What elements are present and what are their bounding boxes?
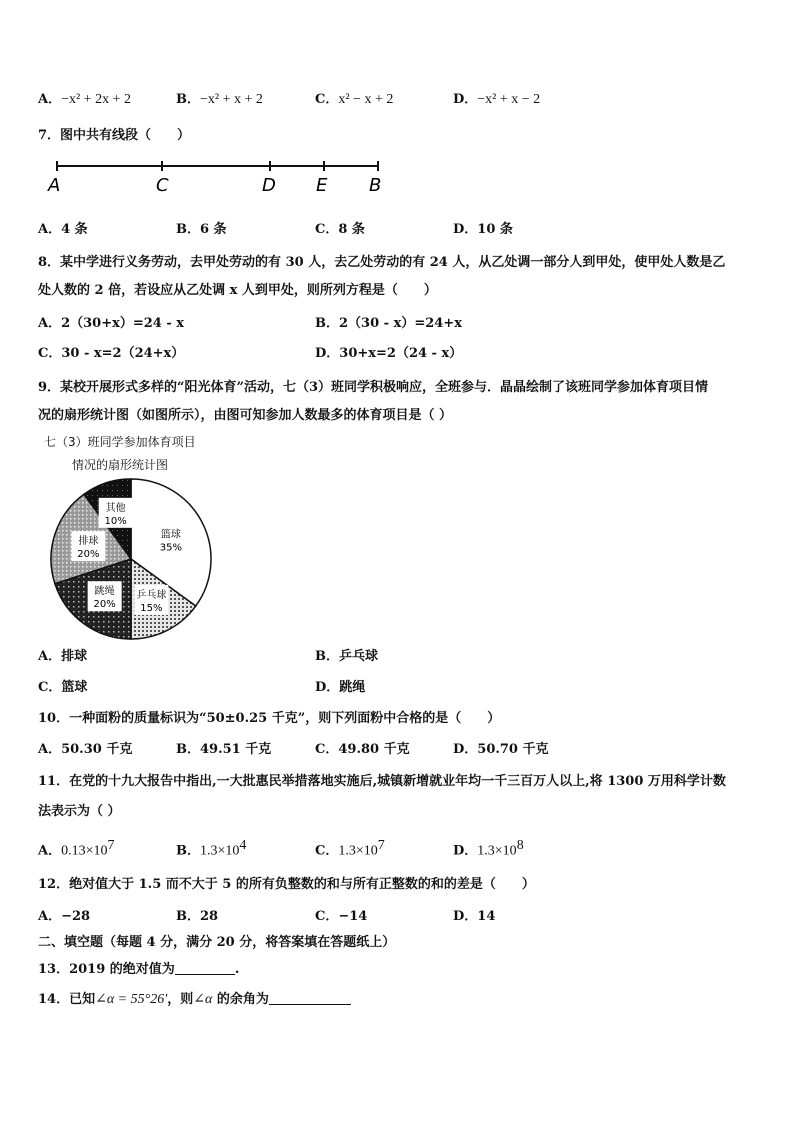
pie-label-name-pingpong: 乒乓球 xyxy=(136,589,167,601)
q10-option-d[interactable]: D．50.70 千克 xyxy=(453,742,549,757)
q10-stem: 10．一种面粉的质量标识为“50±0.25 千克”，则下列面粉中合格的是（ ） xyxy=(38,711,501,726)
q7-option-d[interactable]: D．10 条 xyxy=(453,222,513,237)
chart-title-line1: 七（3）班同学参加体育项目 xyxy=(44,435,196,449)
pie-label-value-other: 10% xyxy=(104,515,127,527)
q8-option-d[interactable]: D．30+x=2（24 - x） xyxy=(315,346,463,361)
q12-option-c[interactable]: C．−14 xyxy=(315,909,368,924)
point-label-d: D xyxy=(262,175,276,196)
q6-option-d[interactable]: D．−x² + x − 2 xyxy=(453,92,541,107)
q7-line-diagram xyxy=(40,156,400,196)
q12-stem: 12．绝对值大于 1.5 而不大于 5 的所有负整数的和与所有正整数的和的差是（ ） xyxy=(38,877,535,892)
point-label-b: B xyxy=(369,175,382,196)
point-label-e: E xyxy=(316,175,328,196)
pie-label-name-other: 其他 xyxy=(105,502,126,514)
point-label-a: A xyxy=(48,175,61,196)
q6-option-b[interactable]: B．−x² + x + 2 xyxy=(176,92,263,107)
q13-answer-blank[interactable] xyxy=(175,962,235,975)
pie-label-name-volleyball: 排球 xyxy=(78,536,99,548)
pie-label-value-pingpong: 15% xyxy=(140,602,163,614)
q9-stem-line2: 况的扇形统计图（如图所示），由图可知参加人数最多的体育项目是（ ） xyxy=(38,408,453,423)
q14-angle: ∠α = 55°26′ xyxy=(95,992,168,1007)
pie-label-name-rope: 跳绳 xyxy=(94,586,115,598)
q14-answer-blank[interactable] xyxy=(269,992,351,1005)
q9-option-d[interactable]: D．跳绳 xyxy=(315,680,366,695)
q11-option-d[interactable]: D．$1.3\times 10^8$ xyxy=(453,838,524,859)
q13-tail: . xyxy=(234,962,240,977)
section-heading-fill-in: 二、填空题（每题 4 分，满分 20 分，将答案填在答题纸上） xyxy=(38,935,396,950)
point-label-c: C xyxy=(156,175,169,196)
q14-stem-pre: 14．已知 xyxy=(38,992,96,1007)
q12-option-d[interactable]: D．14 xyxy=(453,909,496,924)
pie-label-value-basketball: 35% xyxy=(159,542,183,554)
q7-option-a[interactable]: A．4 条 xyxy=(38,222,88,237)
q6-option-a[interactable]: A．−x² + 2x + 2 xyxy=(38,92,131,107)
q7-option-c[interactable]: C．8 条 xyxy=(315,222,365,237)
q10-option-b[interactable]: B．49.51 千克 xyxy=(176,742,272,757)
q10-option-c[interactable]: C．49.80 千克 xyxy=(315,742,410,757)
q10-option-a[interactable]: A．50.30 千克 xyxy=(38,742,133,757)
q8-stem-line1: 8．某中学进行义务劳动，去甲处劳动的有 30 人，去乙处劳动的有 24 人，从乙处调一部分人到甲处，使甲处人数是乙 xyxy=(38,255,726,270)
q6-option-c[interactable]: C．x² − x + 2 xyxy=(315,92,394,107)
pie-label-value-rope: 20% xyxy=(93,599,116,611)
q8-option-a[interactable]: A．2（30+x）=24 - x xyxy=(38,316,185,331)
q12-option-b[interactable]: B．28 xyxy=(176,909,219,924)
q14-stem-post: 的余角为 xyxy=(212,992,269,1007)
q11-option-a[interactable]: A．$0.13\times 10^7$ xyxy=(38,838,115,859)
q7-option-b[interactable]: B．6 条 xyxy=(176,222,227,237)
q14 xyxy=(38,988,351,1008)
q11-stem-line2: 法表示为（ ） xyxy=(38,804,121,819)
pie-chart xyxy=(46,474,216,644)
q11-option-b[interactable]: B．$1.3\times 10^4$ xyxy=(176,838,247,859)
pie-label-value-volleyball: 20% xyxy=(77,549,100,561)
q7-stem: 7．图中共有线段（ ） xyxy=(38,128,191,143)
q11-stem-line1: 11．在党的十九大报告中指出,一大批惠民举措落地实施后,城镇新增就业年均一千三百万人以上,将 1300 万用科学计数 xyxy=(38,774,726,789)
q13 xyxy=(38,958,239,977)
q9-stem-line1: 9．某校开展形式多样的“阳光体育”活动，七（3）班同学积极响应，全班参与．晶晶绘制了该班同学参加体育项目情 xyxy=(38,380,709,395)
q8-option-b[interactable]: B．2（30 - x）=24+x xyxy=(315,316,462,331)
q9-option-c[interactable]: C．篮球 xyxy=(38,680,88,695)
q11-option-c[interactable]: C．$1.3\times 10^7$ xyxy=(315,838,385,859)
pie-label-name-basketball: 篮球 xyxy=(160,529,181,541)
q12-option-a[interactable]: A．−28 xyxy=(38,909,91,924)
q14-stem-mid: ，则 xyxy=(167,992,194,1007)
q9-option-b[interactable]: B．乒乓球 xyxy=(315,649,378,664)
chart-title-line2: 情况的扇形统计图 xyxy=(72,458,169,472)
q13-stem: 13．2019 的绝对值为 xyxy=(38,962,175,977)
q14-angle2: ∠α xyxy=(193,992,213,1007)
q8-option-c[interactable]: C．30 - x=2（24+x） xyxy=(38,346,185,361)
q8-stem-line2: 处人数的 2 倍，若设应从乙处调 x 人到甲处，则所列方程是（ ） xyxy=(38,283,437,298)
q9-option-a[interactable]: A．排球 xyxy=(38,649,88,664)
